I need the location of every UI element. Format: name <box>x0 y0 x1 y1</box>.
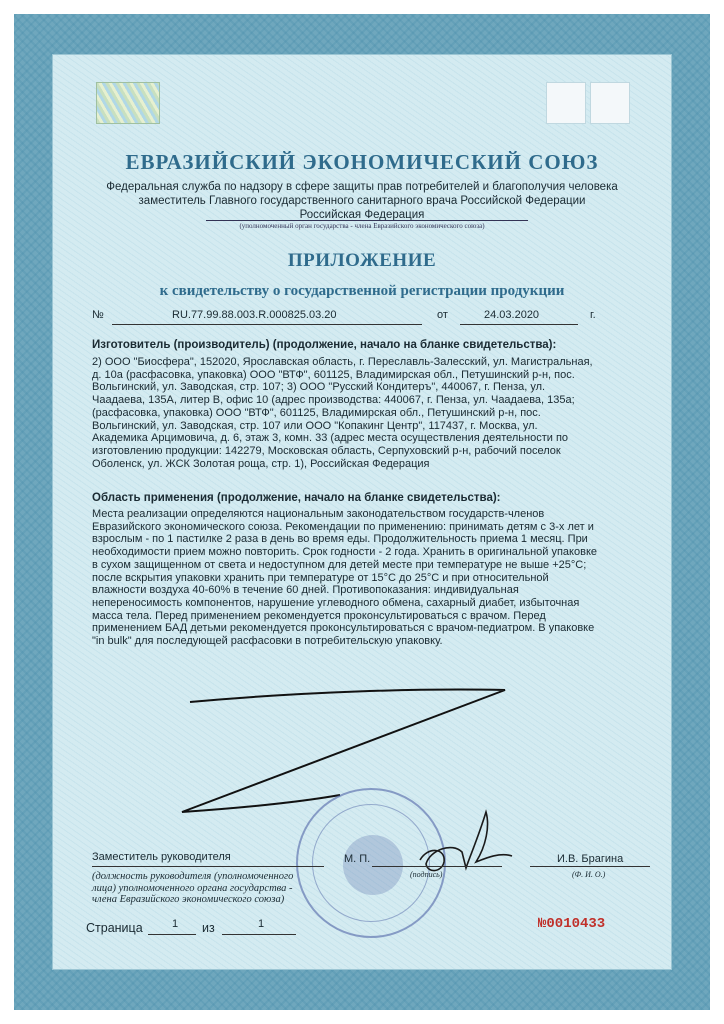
signature-caption: (подпись) <box>410 870 443 879</box>
scope-line: непереносимость компонентов, нарушение углеводного обмена, сахарный диабет, избыточная <box>92 596 580 609</box>
manufacturer-line: изготовлению продукции: 142279, Московская область, Серпуховский р-н, рабочий поселок <box>92 444 561 457</box>
reg-number: RU.77.99.88.003.R.000825.03.20 <box>172 309 337 321</box>
signature-underline <box>372 866 502 867</box>
agency-underline <box>206 220 528 221</box>
scope-line: необходимости прием можно повторить. Срок годности - 2 года. Хранить в оригинальной упаковке <box>92 546 597 559</box>
seal-place-label: М. П. <box>344 853 371 865</box>
manufacturer-heading: Изготовитель (производитель) (продолжение, начало на бланке свидетельства): <box>92 339 557 351</box>
position-note-line: лица) уполномоченного органа государства - <box>92 882 293 894</box>
reg-date: 24.03.2020 <box>484 309 540 321</box>
manufacturer-line: (расфасовка, упаковка) ООО "ВТФ", 601125, Владимирская обл., Петушинский р-н, пос. <box>92 406 541 419</box>
position-note <box>92 871 293 906</box>
scope-line: "in bulk" для последующей расфасовки в потребительскую упаковку. <box>92 635 443 648</box>
scope-line: применением БАД детьми рекомендуется проконсультироваться с врачом-педиатром. В упаковке <box>92 622 595 635</box>
scope-body <box>92 508 652 648</box>
reg-date-underline <box>460 324 578 325</box>
manufacturer-line: Оболенск, ул. ЖСК Золотая роща, стр. 1), Российская Федерация <box>92 457 430 470</box>
page-total: 1 <box>258 918 265 930</box>
manufacturer-line: 2) ООО "Биосфера", 152020, Ярославская область, г. Переславль-Залесский, ул. Магистральная, <box>92 356 593 368</box>
scope-line: в сухом защищенном от света и недоступном для детей месте при температуре не выше +25°С; <box>92 558 587 571</box>
signer-position: Заместитель руководителя <box>92 851 231 863</box>
manufacturer-line: д. 10а (расфасовка, упаковка) ООО "ВТФ", 601125, Владимирская обл., Петушинский р-н, пос. <box>92 368 575 381</box>
agency-block <box>60 180 664 222</box>
stamp-emblem-icon <box>343 835 403 895</box>
reg-number-underline <box>112 324 422 325</box>
scope-line: масса тела. Перед применением рекомендуется проконсультироваться с врачом. Перед <box>92 609 546 622</box>
manufacturer-body <box>92 356 652 470</box>
page-label: Страница <box>86 921 143 935</box>
scope-line: Евразийского экономического союза. Рекомендации по применению: принимать детям с 3-х лет и <box>92 520 594 533</box>
page-current: 1 <box>172 918 179 930</box>
scope-line: после вскрытия упаковки хранить при температуре от 15°С до 25°С и при относительной <box>92 571 549 584</box>
position-note-line: члена Евразийского экономического союза) <box>92 894 285 905</box>
agency-line: Федеральная служба по надзору в сфере защиты прав потребителей и благополучия человека <box>106 181 618 193</box>
scope-heading: Область применения (продолжение, начало на бланке свидетельства): <box>92 492 501 504</box>
official-stamp <box>296 788 446 938</box>
page-current-underline <box>148 934 196 935</box>
blank-square-left <box>546 82 586 124</box>
union-title: ЕВРАЗИЙСКИЙ ЭКОНОМИЧЕСКИЙ СОЮЗ <box>125 150 599 174</box>
fio-caption: (Ф. И. О.) <box>572 870 606 879</box>
blank-square-right <box>590 82 630 124</box>
reg-from-label: от <box>437 309 448 321</box>
page-total-underline <box>222 934 296 935</box>
position-note-line: (должность руководителя (уполномоченного <box>92 871 294 882</box>
scope-line: Места реализации определяются национальным законодательством государств-членов <box>92 508 545 520</box>
agency-line: Российская Федерация <box>299 209 425 221</box>
reg-no-label: № <box>92 309 104 321</box>
serial-number: №0010433 <box>538 916 606 932</box>
of-label: из <box>202 921 215 935</box>
position-underline <box>92 866 324 867</box>
scope-line: взрослым - по 1 пастилке 2 раза в день во время еды. Продолжительность приема 1 месяц. При <box>92 533 588 546</box>
name-underline <box>530 866 650 867</box>
manufacturer-line: Чаадаева, 135А, литер В, офис 10 (адрес производства: 440067, г. Пенза, ул. Чаадаева, 135а; <box>92 394 575 407</box>
hologram-mark <box>96 82 160 124</box>
signer-name: И.В. Брагина <box>557 853 624 865</box>
reg-year-suffix: г. <box>590 309 596 321</box>
appendix-subtitle: к свидетельству о государственной регистрации продукции <box>159 283 565 299</box>
agency-line: заместитель Главного государственного санитарного врача Российской Федерации <box>138 195 586 207</box>
manufacturer-line: Вольгинский, ул. Заводская, стр. 107; 3) ООО "Русский Кондитеръ", 440067, г. Пенза, ул. <box>92 381 546 394</box>
manufacturer-line: Вольгинский, ул. Заводская, стр. 107 или ООО "Копакинг Центр", 117437, г. Москва, ул. <box>92 419 538 432</box>
scope-line: влажности воздуха 40-60% в течение 60 дней. Противопоказания: индивидуальная <box>92 584 519 597</box>
manufacturer-line: Академика Арцимовича, д. 6, этаж 3, комн. 33 (адрес места осуществления деятельности по <box>92 432 569 445</box>
appendix-title: ПРИЛОЖЕНИЕ <box>287 250 437 271</box>
agency-note: (уполномоченный орган государства - члена Евразийского экономического союза) <box>239 222 485 230</box>
